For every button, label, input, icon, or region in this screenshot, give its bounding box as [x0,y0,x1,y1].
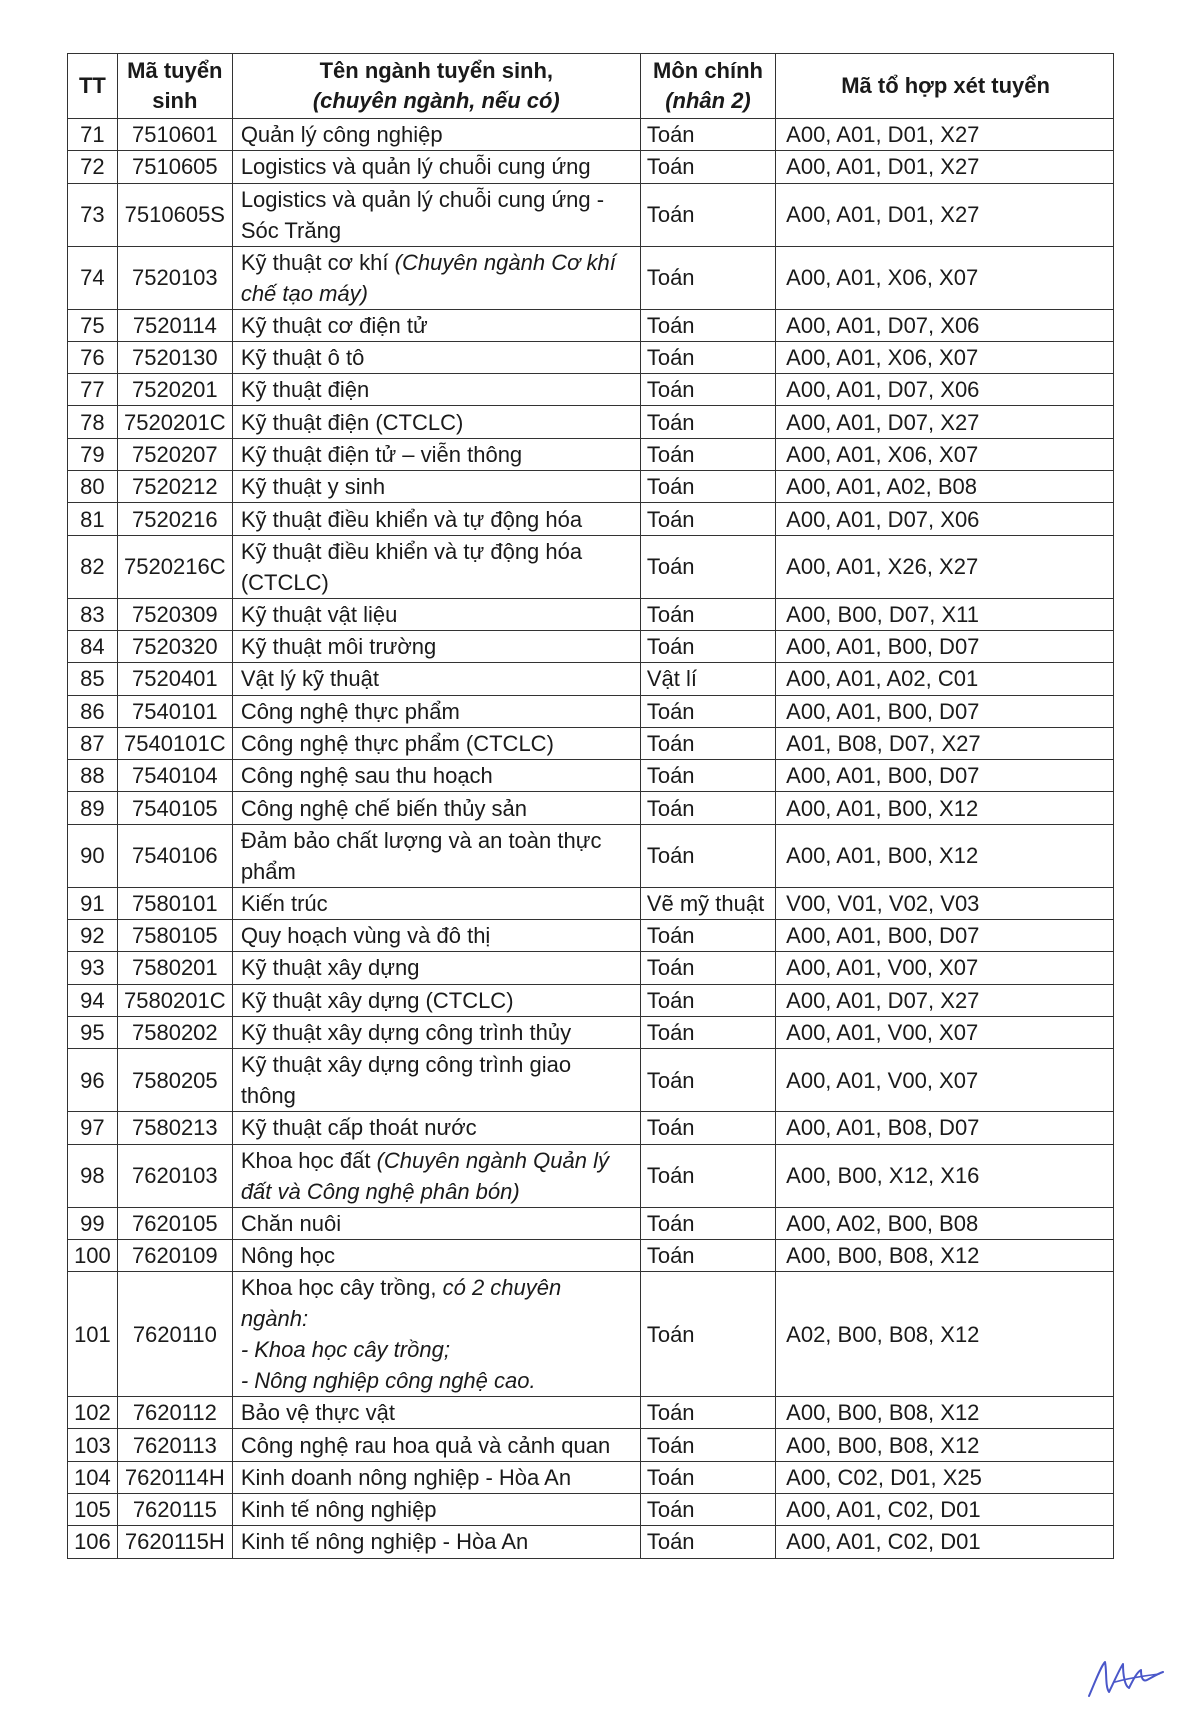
header-code [117,54,232,119]
header-name-line1: Tên ngành tuyển sinh, [319,58,554,83]
cell-code: 7580201 [117,952,232,984]
table-row [68,760,1114,792]
signature-mark [1085,1652,1165,1702]
cell-subject: Toán [640,792,775,824]
cell-combo: A00, A01, D01, X27 [776,183,1114,246]
cell-code: 7540105 [117,792,232,824]
table-row [68,695,1114,727]
cell-subject: Toán [640,1461,775,1493]
cell-code: 7540104 [117,760,232,792]
cell-combo: A00, A01, V00, X07 [776,952,1114,984]
cell-subject: Toán [640,309,775,341]
header-subject [640,54,775,119]
cell-combo: A00, C02, D01, X25 [776,1461,1114,1493]
cell-code: 7540101 [117,695,232,727]
table-row [68,1526,1114,1558]
cell-name [232,1526,640,1558]
cell-combo: A00, A01, X26, X27 [776,535,1114,598]
cell-name-segment: (Chuyên ngành Cơ khí chế tạo máy) [240,249,616,306]
cell-name [232,952,640,984]
table-row [68,1112,1114,1144]
cell-name [232,663,640,695]
cell-name-segment: Kinh doanh nông nghiệp - Hòa An [240,1464,572,1490]
table-row [68,119,1114,151]
cell-name [232,630,640,662]
table-row [68,984,1114,1016]
cell-tt: 82 [68,535,118,598]
cell-code: 7620115 [117,1494,232,1526]
cell-tt: 77 [68,374,118,406]
cell-name [232,183,640,246]
cell-name-segment: Kỹ thuật cấp thoát nước [240,1115,477,1141]
cell-code: 7580213 [117,1112,232,1144]
cell-combo: A00, B00, D07, X11 [776,598,1114,630]
header-code-line1: Mã tuyển [127,58,223,83]
cell-name-segment: Công nghệ thực phẩm [240,698,460,724]
table-row [68,1144,1114,1207]
cell-combo: A00, A01, B00, D07 [776,920,1114,952]
cell-code: 7520401 [117,663,232,695]
cell-name-segment: Nông học [240,1242,335,1268]
cell-tt: 84 [68,630,118,662]
cell-subject: Toán [640,246,775,309]
header-tt: TT [68,54,118,119]
cell-name-segment: - Nông nghiệp công nghệ cao. [240,1368,536,1394]
cell-tt: 99 [68,1207,118,1239]
cell-name [232,1049,640,1112]
cell-tt: 74 [68,246,118,309]
cell-subject: Toán [640,598,775,630]
cell-tt: 96 [68,1049,118,1112]
cell-tt: 97 [68,1112,118,1144]
table-row [68,598,1114,630]
cell-name [232,695,640,727]
cell-name-segment: (Chuyên ngành Quản lý đất và Công nghệ phân bón) [240,1147,609,1204]
cell-tt: 105 [68,1494,118,1526]
cell-name [232,1461,640,1493]
cell-tt: 95 [68,1016,118,1048]
cell-name [232,151,640,183]
cell-tt: 104 [68,1461,118,1493]
cell-name-segment: Quản lý công nghiệp [240,122,443,148]
cell-combo: A00, A01, A02, B08 [776,471,1114,503]
cell-name-segment: Kỹ thuật cơ khí [240,249,395,275]
cell-tt: 86 [68,695,118,727]
cell-tt: 88 [68,760,118,792]
header-code-line2: sinh [152,88,198,113]
table-row [68,952,1114,984]
cell-name [232,438,640,470]
cell-combo: A00, A01, D01, X27 [776,151,1114,183]
cell-name [232,1112,640,1144]
header-name [232,54,640,119]
cell-name [232,1239,640,1271]
cell-code: 7540106 [117,824,232,887]
cell-subject: Toán [640,374,775,406]
cell-name [232,1272,640,1397]
cell-subject: Toán [640,630,775,662]
cell-combo: A00, A01, D07, X06 [776,374,1114,406]
table-row [68,471,1114,503]
cell-name-segment: Kỹ thuật điện (CTCLC) [240,409,464,435]
cell-name [232,1207,640,1239]
cell-name-segment: có 2 chuyên ngành: [240,1275,562,1332]
cell-name [232,119,640,151]
cell-name-segment: Kiến trúc [240,890,328,916]
table-row [68,406,1114,438]
cell-combo: A00, A01, C02, D01 [776,1494,1114,1526]
cell-code: 7520201C [117,406,232,438]
cell-combo: A00, A01, B00, D07 [776,630,1114,662]
cell-tt: 101 [68,1272,118,1397]
cell-tt: 103 [68,1429,118,1461]
table-row [68,824,1114,887]
cell-name [232,471,640,503]
table-row [68,374,1114,406]
cell-name-segment: Công nghệ thực phẩm (CTCLC) [240,731,554,756]
cell-name-segment: Kỹ thuật môi trường [240,634,437,660]
cell-subject: Toán [640,760,775,792]
cell-code: 7520320 [117,630,232,662]
cell-tt: 93 [68,952,118,984]
cell-subject: Toán [640,1049,775,1112]
cell-name-segment: Kỹ thuật xây dựng (CTCLC) [240,987,514,1013]
header-row [68,54,1114,119]
cell-code: 7520212 [117,471,232,503]
cell-tt: 98 [68,1144,118,1207]
table-row [68,920,1114,952]
cell-tt: 80 [68,471,118,503]
cell-name-segment: Kinh tế nông nghiệp - Hòa An [240,1529,529,1555]
cell-name [232,503,640,535]
cell-code: 7520103 [117,246,232,309]
cell-name [232,406,640,438]
table-row [68,183,1114,246]
cell-name-segment: Khoa học cây trồng, [240,1275,443,1301]
cell-subject: Toán [640,1144,775,1207]
cell-name-segment: Kỹ thuật điều khiển và tự động hóa [240,506,583,532]
cell-subject: Toán [640,1112,775,1144]
cell-name-segment: Kỹ thuật y sinh [240,474,386,500]
table-row [68,663,1114,695]
cell-tt: 72 [68,151,118,183]
cell-name-segment: Kỹ thuật vật liệu [240,601,398,627]
cell-name [232,760,640,792]
cell-name [232,1494,640,1526]
cell-subject: Toán [640,1272,775,1397]
header-subject-line1: Môn chính [653,58,763,83]
cell-subject: Toán [640,406,775,438]
cell-combo: A02, B00, B08, X12 [776,1272,1114,1397]
table-body [68,119,1114,1559]
cell-name-segment: Bảo vệ thực vật [240,1400,395,1426]
cell-code: 7620105 [117,1207,232,1239]
cell-combo: A00, A01, V00, X07 [776,1049,1114,1112]
cell-subject: Toán [640,1526,775,1558]
cell-tt: 71 [68,119,118,151]
admissions-table [67,53,1114,1559]
cell-name [232,1429,640,1461]
cell-tt: 87 [68,727,118,759]
cell-subject: Vẽ mỹ thuật [640,887,775,919]
cell-combo: A00, A01, V00, X07 [776,1016,1114,1048]
cell-name [232,727,640,759]
cell-tt: 73 [68,183,118,246]
cell-name [232,792,640,824]
cell-subject: Toán [640,183,775,246]
cell-name-segment: Kỹ thuật điều khiển và tự động hóa (CTCLC) [240,538,583,595]
cell-tt: 78 [68,406,118,438]
cell-combo: A00, A01, B00, X12 [776,792,1114,824]
cell-subject: Toán [640,151,775,183]
cell-subject: Toán [640,1016,775,1048]
cell-name-segment: Kỹ thuật xây dựng [240,955,420,981]
header-combo: Mã tổ hợp xét tuyển [776,54,1114,119]
cell-tt: 83 [68,598,118,630]
cell-name-segment: Công nghệ sau thu hoạch [240,763,493,789]
cell-code: 7520216 [117,503,232,535]
cell-combo: A00, A01, X06, X07 [776,341,1114,373]
cell-tt: 94 [68,984,118,1016]
table-row [68,151,1114,183]
cell-code: 7510605S [117,183,232,246]
cell-subject: Toán [640,341,775,373]
cell-code: 7540101C [117,727,232,759]
cell-combo: A00, A01, D07, X06 [776,503,1114,535]
table-row [68,1016,1114,1048]
cell-subject: Toán [640,984,775,1016]
table-row [68,1397,1114,1429]
cell-code: 7510605 [117,151,232,183]
cell-code: 7580101 [117,887,232,919]
cell-code: 7580105 [117,920,232,952]
cell-code: 7620114H [117,1461,232,1493]
table-row [68,1494,1114,1526]
table-row [68,1239,1114,1271]
cell-code: 7620109 [117,1239,232,1271]
cell-subject: Toán [640,695,775,727]
cell-name-segment: Logistics và quản lý chuỗi cung ứng [240,154,591,180]
cell-tt: 85 [68,663,118,695]
cell-combo: A00, A01, B00, X12 [776,824,1114,887]
cell-name-segment: Logistics và quản lý chuỗi cung ứng - Sóc Trăng [240,186,605,243]
table-row [68,727,1114,759]
cell-subject: Toán [640,952,775,984]
cell-code: 7580202 [117,1016,232,1048]
cell-name [232,824,640,887]
cell-name [232,246,640,309]
table-row [68,503,1114,535]
cell-name-segment: Kinh tế nông nghiệp [240,1497,437,1523]
cell-combo: A00, B00, B08, X12 [776,1397,1114,1429]
cell-name [232,1144,640,1207]
cell-combo: A00, A01, D01, X27 [776,119,1114,151]
cell-name-segment: Quy hoạch vùng và đô thị [240,923,491,949]
cell-name-segment: Vật lý kỹ thuật [240,666,379,692]
cell-name-segment: Chăn nuôi [240,1210,342,1236]
cell-subject: Toán [640,1429,775,1461]
cell-tt: 75 [68,309,118,341]
table-header [68,54,1114,119]
cell-name-segment: Kỹ thuật điện tử – viễn thông [240,441,523,467]
cell-name-segment: Công nghệ rau hoa quả và cảnh quan [240,1432,611,1458]
cell-subject: Toán [640,503,775,535]
cell-combo: A00, A01, D07, X27 [776,984,1114,1016]
cell-code: 7520216C [117,535,232,598]
cell-code: 7620115H [117,1526,232,1558]
cell-tt: 102 [68,1397,118,1429]
cell-name [232,984,640,1016]
table-row [68,535,1114,598]
cell-code: 7580205 [117,1049,232,1112]
table-row [68,246,1114,309]
cell-name [232,309,640,341]
cell-code: 7520130 [117,341,232,373]
cell-subject: Toán [640,1207,775,1239]
cell-name [232,920,640,952]
table-row [68,792,1114,824]
cell-tt: 106 [68,1526,118,1558]
cell-subject: Toán [640,471,775,503]
cell-combo: A01, B08, D07, X27 [776,727,1114,759]
cell-combo: A00, A01, B00, D07 [776,695,1114,727]
cell-combo: A00, A01, A02, C01 [776,663,1114,695]
cell-combo: A00, A01, D07, X27 [776,406,1114,438]
cell-name-segment: Khoa học đất [240,1147,377,1173]
table-row [68,630,1114,662]
cell-combo: A00, B00, B08, X12 [776,1239,1114,1271]
cell-tt: 89 [68,792,118,824]
table-row [68,1207,1114,1239]
table-row [68,309,1114,341]
header-name-line2: (chuyên ngành, nếu có) [312,88,560,113]
header-subject-line2: (nhân 2) [665,88,751,113]
table-row [68,341,1114,373]
cell-subject: Toán [640,438,775,470]
table-row [68,1429,1114,1461]
cell-name-segment: - Khoa học cây trồng; [240,1337,450,1363]
cell-name [232,1016,640,1048]
cell-tt: 92 [68,920,118,952]
table-row [68,1461,1114,1493]
cell-code: 7620112 [117,1397,232,1429]
cell-subject: Toán [640,920,775,952]
cell-tt: 91 [68,887,118,919]
cell-combo: A00, B00, X12, X16 [776,1144,1114,1207]
cell-combo: A00, A01, C02, D01 [776,1526,1114,1558]
cell-code: 7520114 [117,309,232,341]
cell-name [232,1397,640,1429]
cell-subject: Toán [640,1239,775,1271]
cell-code: 7520201 [117,374,232,406]
cell-combo: A00, A01, D07, X06 [776,309,1114,341]
cell-code: 7620110 [117,1272,232,1397]
cell-name [232,535,640,598]
cell-name-segment: Kỹ thuật ô tô [240,345,365,371]
cell-code: 7520309 [117,598,232,630]
cell-code: 7620103 [117,1144,232,1207]
cell-subject: Toán [640,1494,775,1526]
cell-subject: Toán [640,1397,775,1429]
cell-subject: Toán [640,119,775,151]
table-row [68,1049,1114,1112]
cell-combo: A00, A01, B08, D07 [776,1112,1114,1144]
cell-tt: 79 [68,438,118,470]
cell-subject: Vật lí [640,663,775,695]
cell-name-segment: Kỹ thuật điện [240,377,370,403]
cell-combo: A00, A02, B00, B08 [776,1207,1114,1239]
cell-code: 7520207 [117,438,232,470]
cell-tt: 100 [68,1239,118,1271]
cell-name-segment: Đảm bảo chất lượng và an toàn thực phẩm [240,827,602,884]
cell-name [232,887,640,919]
cell-subject: Toán [640,824,775,887]
cell-subject: Toán [640,727,775,759]
cell-tt: 90 [68,824,118,887]
cell-tt: 81 [68,503,118,535]
cell-name-segment: Công nghệ chế biến thủy sản [240,795,528,821]
cell-subject: Toán [640,535,775,598]
cell-combo: A00, B00, B08, X12 [776,1429,1114,1461]
cell-combo: A00, A01, X06, X07 [776,246,1114,309]
cell-tt: 76 [68,341,118,373]
cell-name [232,598,640,630]
cell-name [232,341,640,373]
table-row [68,887,1114,919]
cell-combo: A00, A01, X06, X07 [776,438,1114,470]
cell-name [232,374,640,406]
cell-code: 7620113 [117,1429,232,1461]
table-row [68,1272,1114,1397]
cell-name-segment: Kỹ thuật xây dựng công trình giao thông [240,1052,572,1109]
cell-code: 7510601 [117,119,232,151]
cell-name-segment: Kỹ thuật cơ điện tử [240,312,428,338]
cell-combo: A00, A01, B00, D07 [776,760,1114,792]
table-row [68,438,1114,470]
cell-code: 7580201C [117,984,232,1016]
cell-name-segment: Kỹ thuật xây dựng công trình thủy [240,1020,572,1046]
cell-combo: V00, V01, V02, V03 [776,887,1114,919]
